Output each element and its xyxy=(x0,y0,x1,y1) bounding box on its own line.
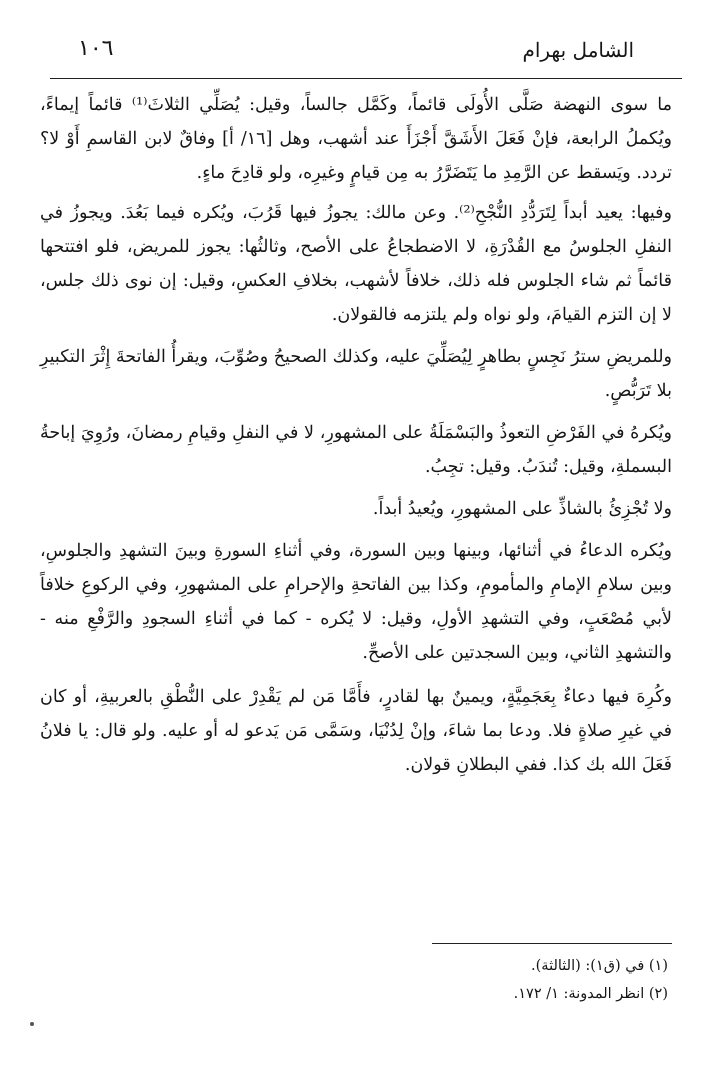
footnote-divider xyxy=(432,943,672,944)
scan-speck xyxy=(30,1022,34,1026)
body-text xyxy=(40,88,672,782)
footnote-2: (٢) انظر المدونة: ١/ ١٧٢. xyxy=(513,986,668,1002)
header-divider xyxy=(50,78,682,79)
paragraph-6: ويُكره الدعاءُ في أثنائها، وبينها وبين السورة، وفي أثناءِ السورةِ وبينَ التشهدِ والجلوسِ، وبين سلامِ الإمامِ والمأمومِ، وكذا بين الفاتحةِ والإحرامِ على المشهورِ، وفي الركوعِ خلافاً لأبي مُصْعَبٍ، وفي التشهدِ الأولِ، وقيل: لا يُكره - كما في أثناءِ السجودِ والرَّفْعِ منه - والتشهدِ الثاني، وبين السجدتين على الأصحِّ. xyxy=(40,541,672,663)
paragraph-2: وفيها: يعيد أبداً لِتَرَدُّدِ النُّجْحِ⁽²⁾. وعن مالك: يجوزُ فيها قَرُبَ، ويُكره فيما بَعُدَ. ويجوزُ في النفلِ الجلوسُ مع القُدْرَةِ، لا الاضطجاعُ على الأصح، وثالثُها: يجوز للمريض، فلو افتتحها قائماً ثم شاء الجلوس فله ذلك، خلافاً لأشهب، بخلافِ العكسِ، وقيل: إن نوى ذلك جلس، لا إن التزم القيامَ، ولو نواه ولم يلتزمه فالقولان. xyxy=(40,203,672,325)
paragraph-3: وللمريضِ سترُ نَجِسٍ بطاهرٍ لِيُصَلِّيَ عليه، وكذلك الصحيحُ وصُوِّبَ، ويقرأُ الفاتحةَ إِثْرَ التكبيرِ بلا تَرَبُّصٍ. xyxy=(40,347,672,401)
paragraph-7: وكُرِهَ فيها دعاءٌ بِعَجَمِيَّةٍ، ويمينٌ بها لقادرٍ، فأَمَّا مَن لم يَقْدِرْ على النُّطْقِ بالعربيةِ، أو كان في غيرِ صلاةٍ فلا. ودعا بما شاءَ، وإنْ لِدُنْيَا، وسَمَّى مَن يَدعو له أو عليه. ولو قال: يا فلانُ فَعَلَ الله بك كذا. ففي البطلانِ قولان. xyxy=(40,687,672,775)
paragraph-1: ما سوى النهضة صَلَّى الأُولَى قائماً، وكَمَّل جالساً، وقيل: يُصَلِّي الثلاثَ⁽¹⁾ قائماً إيماءً، ويُكملُ الرابعة، فإنْ فَعَلَ الأَشَقَّ أَجْزَأَ عند أشهب، وهل [١٦/ أ] وفاقٌ لابن القاسمِ أَوْ لا؟ تردد. ويَسقط عن الرَّمِدِ ما يَتَضَرَّرُ به مِن قيامٍ وغيرِه، ولو قادِحَ ماءٍ. xyxy=(40,95,672,183)
page-number: ١٠٦ xyxy=(78,36,114,61)
book-title: الشامل بهرام xyxy=(522,38,634,62)
footnote-1: (١) في (ق١): (الثالثة). xyxy=(531,958,668,974)
footnotes xyxy=(60,952,668,1008)
running-head xyxy=(78,34,634,74)
paragraph-5: ولا تُجْزِئُ بالشاذِّ على المشهورِ، ويُعيدُ أبداً. xyxy=(372,499,672,519)
paragraph-4: ويُكرهُ في الفَرْضِ التعوذُ والبَسْمَلَةُ على المشهورِ، لا في النفلِ وقيامِ رمضانَ، ورُوِيَ إباحةُ البسملةِ، وقيل: تُندَبُ. وقيل: تجِبُ. xyxy=(40,423,672,477)
